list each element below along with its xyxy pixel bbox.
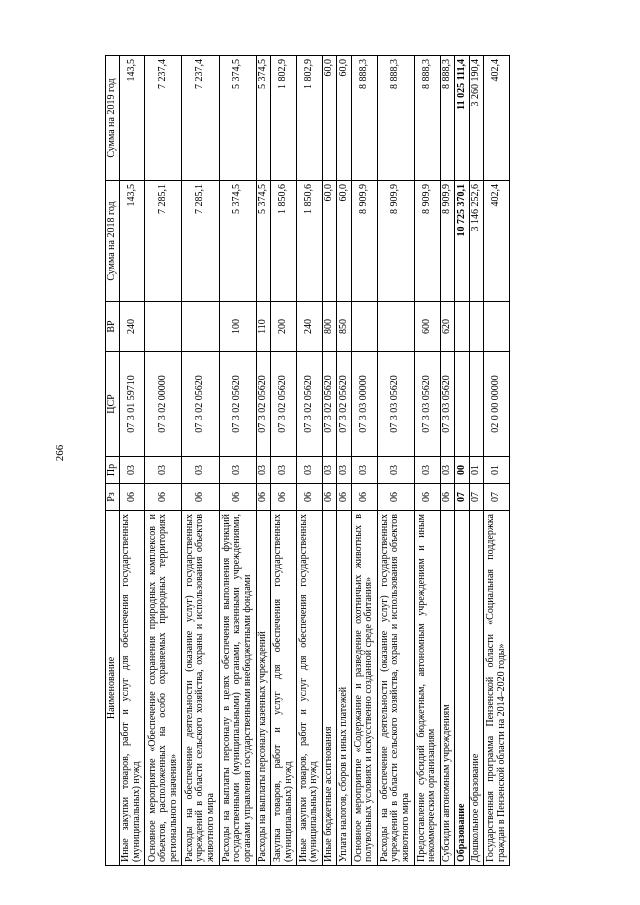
table-row — [296, 56, 322, 866]
row-sum-2019: 3 260 190,4 — [469, 56, 484, 181]
row-sum-2018: 3 146 252,6 — [469, 181, 484, 302]
row-sum-2019: 7 237,4 — [145, 56, 182, 181]
row-pr: 03 — [219, 457, 256, 484]
row-sum-2019: 8 888,3 — [414, 56, 440, 181]
row-sum-2018: 1 850,6 — [296, 181, 322, 302]
table-body — [119, 56, 510, 866]
row-csr: 07 3 02 05620 — [322, 352, 337, 457]
row-pr: 01 — [469, 457, 484, 484]
row-name: Государственная программа Пензенской области «Социальная поддержка граждан в Пензенской области на 2014–2020 годы» — [484, 511, 510, 866]
table-header-row — [106, 56, 120, 866]
row-pr: 03 — [377, 457, 414, 484]
row-rz: 07 — [455, 484, 470, 511]
row-csr: 07 3 02 05620 — [256, 352, 271, 457]
row-csr: 07 3 03 00000 — [351, 352, 377, 457]
header-rz: Рз — [106, 484, 120, 511]
row-vr: 600 — [414, 302, 440, 352]
row-name: Расходы на выплаты персоналу казенных учреждений — [256, 511, 271, 866]
table-row — [351, 56, 377, 866]
row-vr: 240 — [296, 302, 322, 352]
row-rz: 06 — [271, 484, 297, 511]
row-sum-2019: 1 802,9 — [271, 56, 297, 181]
row-rz: 06 — [414, 484, 440, 511]
row-csr: 07 3 03 05620 — [377, 352, 414, 457]
table-row — [414, 56, 440, 866]
row-rz: 06 — [145, 484, 182, 511]
row-pr: 03 — [182, 457, 219, 484]
row-sum-2019: 60,0 — [337, 56, 352, 181]
row-name: Расходы на выплаты персоналу в целях обеспечения выполнения функций государственными (муниципальными) органами, казенными учреждениями, органами управления государственными внебюджетными фондами — [219, 511, 256, 866]
row-csr — [469, 352, 484, 457]
row-rz: 06 — [440, 484, 455, 511]
row-sum-2019: 8 888,3 — [440, 56, 455, 181]
row-rz: 06 — [219, 484, 256, 511]
table-row — [440, 56, 455, 866]
row-rz: 06 — [182, 484, 219, 511]
row-vr — [469, 302, 484, 352]
row-sum-2019: 5 374,5 — [219, 56, 256, 181]
row-vr: 800 — [322, 302, 337, 352]
row-name: Дошкольное образование — [469, 511, 484, 866]
row-pr: 03 — [271, 457, 297, 484]
row-csr: 07 3 01 59710 — [119, 352, 145, 457]
header-sum-2019: Сумма на 2019 год — [106, 56, 120, 181]
row-rz: 06 — [337, 484, 352, 511]
row-vr: 110 — [256, 302, 271, 352]
row-csr: 07 3 02 05620 — [337, 352, 352, 457]
row-name: Основное мероприятие «Обеспечение сохранения природных комплексов и объектов, расположенных на особо охраняемых природных территориях регионального значения» — [145, 511, 182, 866]
row-rz: 07 — [484, 484, 510, 511]
table-row — [484, 56, 510, 866]
row-rz: 06 — [256, 484, 271, 511]
row-csr — [455, 352, 470, 457]
row-pr: 01 — [484, 457, 510, 484]
row-name: Закупка товаров, работ и услуг для обеспечения государственных (муниципальных) нужд — [271, 511, 297, 866]
table-row — [219, 56, 256, 866]
row-csr: 07 3 02 05620 — [296, 352, 322, 457]
header-sum-2018: Сумма на 2018 год — [106, 181, 120, 302]
row-vr: 620 — [440, 302, 455, 352]
header-pr: Пр — [106, 457, 120, 484]
row-csr: 07 3 03 05620 — [440, 352, 455, 457]
row-csr: 07 3 02 05620 — [271, 352, 297, 457]
row-rz: 06 — [322, 484, 337, 511]
row-sum-2018: 7 285,1 — [145, 181, 182, 302]
row-rz: 07 — [469, 484, 484, 511]
row-pr: 03 — [351, 457, 377, 484]
row-sum-2019: 402,4 — [484, 56, 510, 181]
row-rz: 06 — [377, 484, 414, 511]
header-vr: ВР — [106, 302, 120, 352]
row-sum-2018: 8 909,9 — [414, 181, 440, 302]
row-name: Субсидии автономным учреждениям — [440, 511, 455, 866]
row-vr — [455, 302, 470, 352]
row-name: Основное мероприятие «Содержание и разведение охотничьих животных в полувольных условиях и искусственно созданной среде обитания» — [351, 511, 377, 866]
row-name: Расходы на обеспечение деятельности (оказание услуг) государственных учреждений в области сельского хозяйства, охраны и использования объектов животного мира — [377, 511, 414, 866]
page-number: 266 — [54, 444, 66, 462]
row-sum-2019: 60,0 — [322, 56, 337, 181]
row-pr: 03 — [440, 457, 455, 484]
row-vr: 240 — [119, 302, 145, 352]
table-row — [182, 56, 219, 866]
row-csr: 07 3 03 05620 — [414, 352, 440, 457]
row-vr — [182, 302, 219, 352]
table-row — [256, 56, 271, 866]
row-sum-2018: 10 725 370,1 — [455, 181, 470, 302]
row-sum-2018: 8 909,9 — [377, 181, 414, 302]
header-csr: ЦСР — [106, 352, 120, 457]
row-sum-2018: 8 909,9 — [351, 181, 377, 302]
row-sum-2019: 8 888,3 — [351, 56, 377, 181]
rotated-page-content — [105, 56, 510, 866]
row-pr: 03 — [322, 457, 337, 484]
row-name: Расходы на обеспечение деятельности (оказание услуг) государственных учреждений в области сельского хозяйства, охраны и использования объектов животного мира — [182, 511, 219, 866]
row-vr — [351, 302, 377, 352]
row-rz: 06 — [296, 484, 322, 511]
row-sum-2019: 8 888,3 — [377, 56, 414, 181]
header-name: Наименование — [106, 511, 120, 866]
row-name: Предоставление субсидий бюджетным, автономным учреждениям и иным некоммерческим организациям — [414, 511, 440, 866]
table-row — [322, 56, 337, 866]
row-pr: 03 — [337, 457, 352, 484]
row-name: Иные закупки товаров, работ и услуг для обеспечения государственных (муниципальных) нужд — [296, 511, 322, 866]
row-pr: 03 — [119, 457, 145, 484]
row-sum-2018: 143,5 — [119, 181, 145, 302]
row-vr: 200 — [271, 302, 297, 352]
row-csr: 07 3 02 05620 — [182, 352, 219, 457]
row-sum-2018: 1 850,6 — [271, 181, 297, 302]
row-sum-2018: 60,0 — [337, 181, 352, 302]
row-pr: 03 — [414, 457, 440, 484]
row-sum-2018: 5 374,5 — [219, 181, 256, 302]
row-sum-2018: 5 374,5 — [256, 181, 271, 302]
row-csr: 07 3 02 05620 — [219, 352, 256, 457]
table-row — [271, 56, 297, 866]
row-pr: 03 — [296, 457, 322, 484]
row-pr: 00 — [455, 457, 470, 484]
row-sum-2018: 8 909,9 — [440, 181, 455, 302]
row-sum-2018: 7 285,1 — [182, 181, 219, 302]
row-vr — [377, 302, 414, 352]
row-name: Уплата налогов, сборов и иных платежей — [337, 511, 352, 866]
row-sum-2019: 143,5 — [119, 56, 145, 181]
row-sum-2019: 11 025 111,4 — [455, 56, 470, 181]
row-sum-2019: 1 802,9 — [296, 56, 322, 181]
row-sum-2019: 5 374,5 — [256, 56, 271, 181]
row-pr: 03 — [145, 457, 182, 484]
row-sum-2018: 402,4 — [484, 181, 510, 302]
row-csr: 07 3 02 00000 — [145, 352, 182, 457]
row-csr: 02 0 00 00000 — [484, 352, 510, 457]
table-row — [337, 56, 352, 866]
row-sum-2018: 60,0 — [322, 181, 337, 302]
budget-table — [105, 55, 510, 866]
row-pr: 03 — [256, 457, 271, 484]
row-vr: 850 — [337, 302, 352, 352]
row-vr: 100 — [219, 302, 256, 352]
table-row — [377, 56, 414, 866]
row-name: Образование — [455, 511, 470, 866]
row-rz: 06 — [119, 484, 145, 511]
row-rz: 06 — [351, 484, 377, 511]
row-vr — [145, 302, 182, 352]
table-row — [469, 56, 484, 866]
row-sum-2019: 7 237,4 — [182, 56, 219, 181]
row-name: Иные закупки товаров, работ и услуг для обеспечения государственных (муниципальных) нужд — [119, 511, 145, 866]
row-name: Иные бюджетные ассигнования — [322, 511, 337, 866]
row-vr — [484, 302, 510, 352]
table-row — [455, 56, 470, 866]
table-row — [145, 56, 182, 866]
table-row — [119, 56, 145, 866]
